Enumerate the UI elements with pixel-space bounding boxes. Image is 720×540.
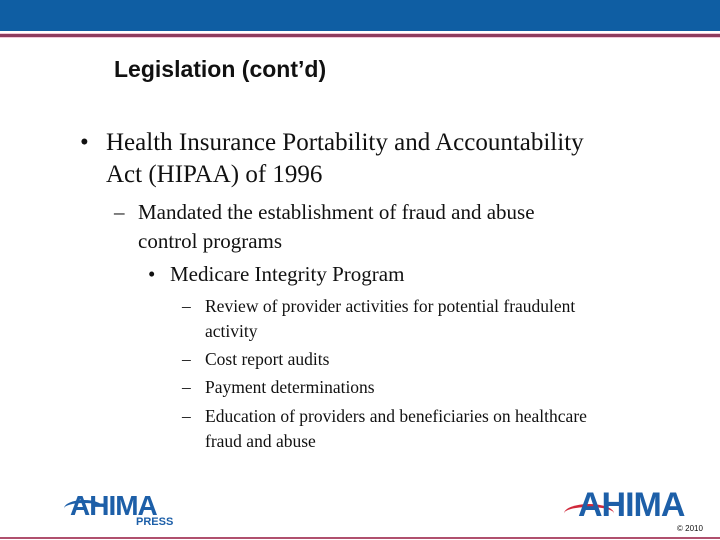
ahima-press-logo: AHIMA — [70, 490, 157, 521]
item-text: Review of provider activities for potential fraudulent activity — [205, 296, 576, 341]
bullet-marker: • — [148, 262, 156, 286]
dash-marker: – — [182, 349, 191, 369]
bullet-line: Mandated the establishment of fraud and abuse — [138, 200, 535, 224]
sub-bullet-text — [138, 198, 535, 256]
dash-marker: – — [182, 296, 191, 316]
bullet-line: Act (HIPAA) of 1996 — [106, 161, 323, 188]
sub-sub-bullet-text: Medicare Integrity Program — [170, 262, 405, 286]
copyright: © 2010 — [677, 524, 703, 533]
bullet-text — [106, 127, 584, 191]
bullet-marker: • — [80, 129, 89, 156]
dash-marker: – — [182, 406, 191, 426]
logo-sub: PRESS — [136, 516, 174, 528]
bottom-line — [0, 537, 720, 539]
item-text: Cost report audits — [205, 349, 330, 369]
top-bar — [0, 0, 720, 31]
item-text: Payment determinations — [205, 377, 375, 397]
bullet-line: Health Insurance Portability and Accountability — [106, 129, 584, 156]
ahima-logo: AHIMA — [578, 486, 685, 524]
item-text: Education of providers and beneficiaries on healthcare fraud and abuse — [205, 406, 587, 451]
dash-marker: – — [114, 200, 125, 224]
bullet-line: control programs — [138, 229, 283, 253]
slide-title: Legislation (cont’d) — [114, 56, 327, 82]
divider — [0, 34, 720, 37]
dash-marker: – — [182, 377, 191, 397]
